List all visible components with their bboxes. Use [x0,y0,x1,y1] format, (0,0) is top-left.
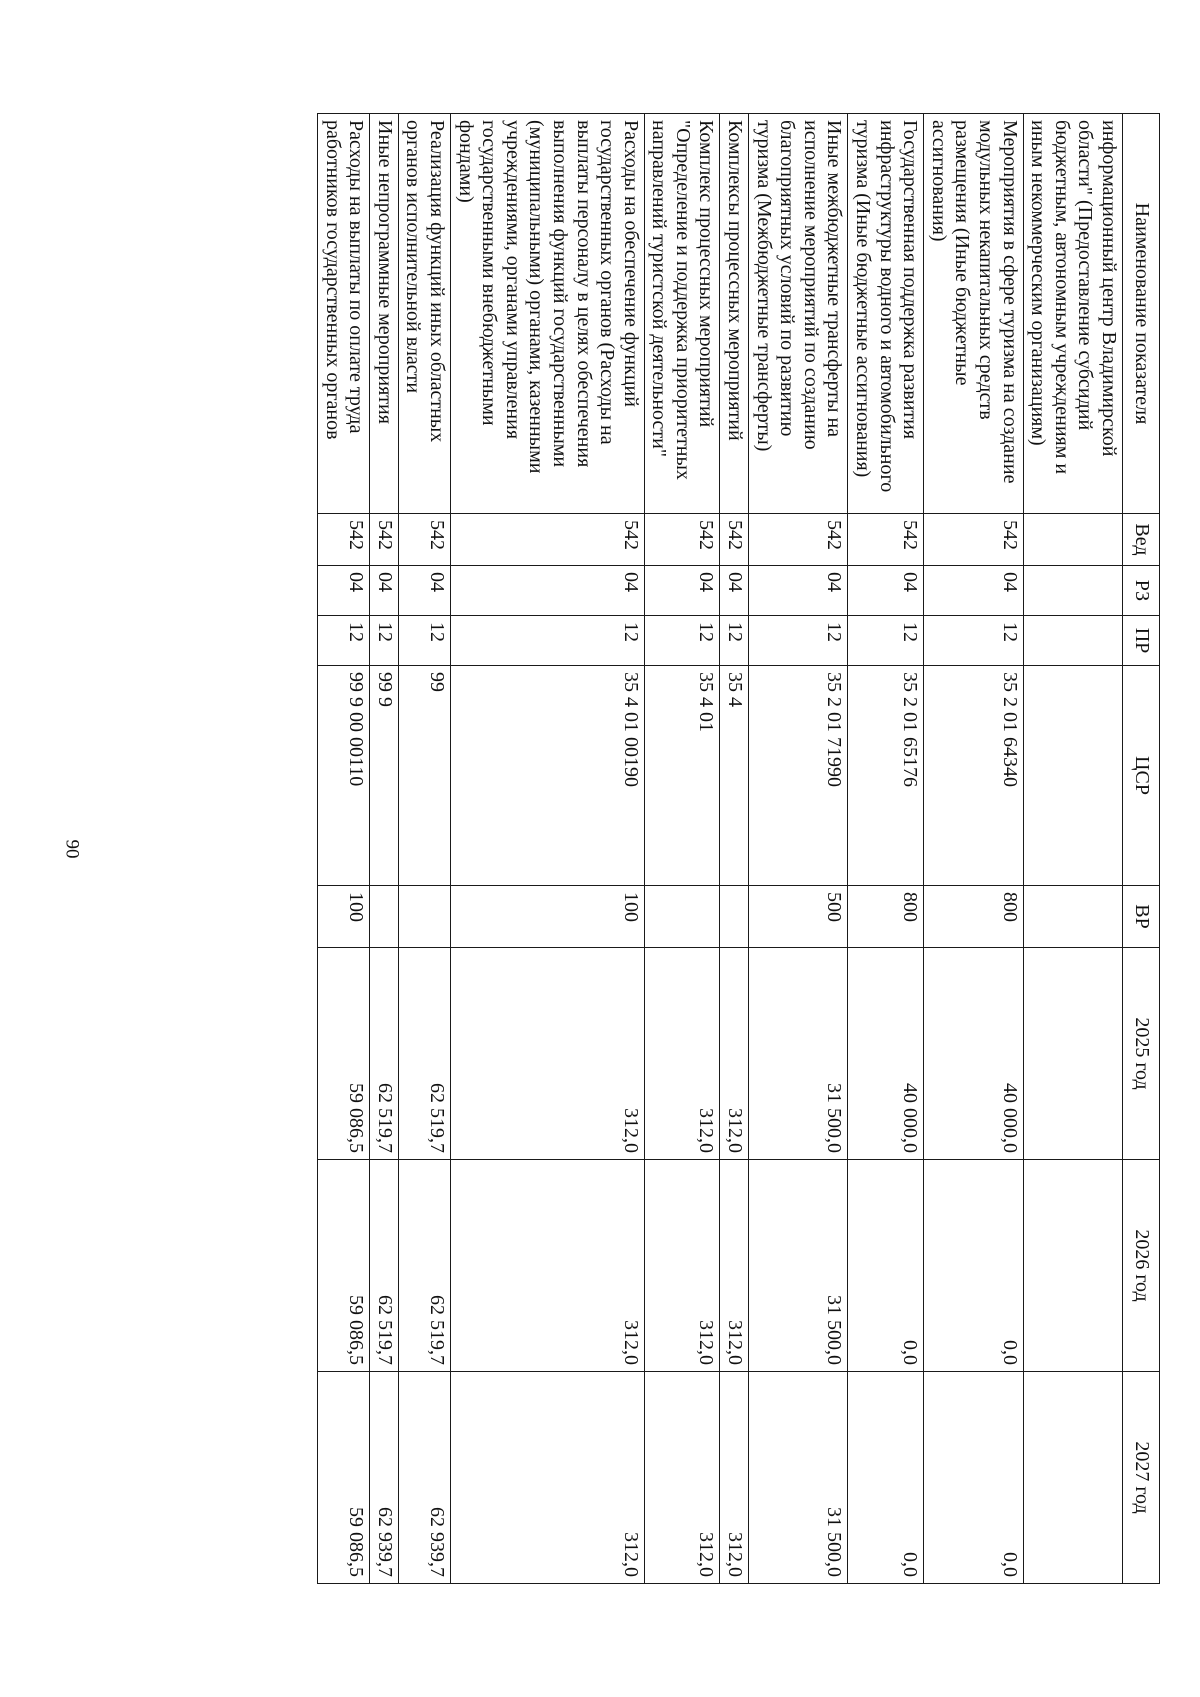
cell-rz: 04 [398,566,450,616]
table-row [1023,114,1122,1584]
cell-name: Расходы на обеспечение функций государственных органов (Расходы на выплаты персоналу в целях обеспечения выполнения функций государственными (муниципальными) органами, казенными учреждениями, органами управления государственными внебюджетными фондами) [450,114,644,514]
cell-2025: 62 519,7 [370,948,399,1160]
cell-2025: 62 519,7 [398,948,450,1160]
cell-name: Мероприятия в сфере туризма на создание модульных некапитальных средств размещения (Иные бюджетные ассигнования) [924,114,1023,514]
cell-name: Реализация функций иных областных органов исполнительной власти [398,114,450,514]
table-row [370,114,399,1584]
cell-pr: 12 [450,616,644,666]
cell-csr: 35 2 01 65176 [848,666,924,886]
cell-ved: 542 [848,514,924,566]
table-row [848,114,924,1584]
table-row [924,114,1023,1584]
cell-vr [1023,886,1122,948]
header-2026: 2026 год [1123,1160,1160,1372]
cell-2026: 312,0 [450,1160,644,1372]
cell-2027: 62 939,7 [398,1372,450,1584]
cell-vr: 500 [749,886,848,948]
cell-2026: 312,0 [644,1160,720,1372]
cell-name: Расходы на выплаты по оплате труда работников государственных органов [318,114,370,514]
table-row [398,114,450,1584]
cell-csr: 35 4 [720,666,749,886]
cell-2025: 40 000,0 [848,948,924,1160]
cell-csr: 35 2 01 64340 [924,666,1023,886]
cell-rz: 04 [450,566,644,616]
cell-csr: 35 2 01 71990 [749,666,848,886]
table-row [318,114,370,1584]
cell-2025: 312,0 [644,948,720,1160]
cell-2027: 0,0 [848,1372,924,1584]
cell-name: Государственная поддержка развития инфраструктуры водного и автомобильного туризма (Иные бюджетные ассигнования) [848,114,924,514]
cell-rz: 04 [370,566,399,616]
table-row [450,114,644,1584]
cell-2026: 0,0 [924,1160,1023,1372]
cell-2026: 62 519,7 [398,1160,450,1372]
cell-ved: 542 [398,514,450,566]
cell-csr: 35 4 01 [644,666,720,886]
page-number: 90 [61,839,83,859]
cell-rz: 04 [848,566,924,616]
cell-csr: 99 9 [370,666,399,886]
cell-pr: 12 [370,616,399,666]
cell-rz [1023,566,1122,616]
cell-pr [1023,616,1122,666]
cell-2027: 62 939,7 [370,1372,399,1584]
cell-vr: 100 [318,886,370,948]
cell-csr: 35 4 01 00190 [450,666,644,886]
cell-ved: 542 [749,514,848,566]
cell-2027: 312,0 [720,1372,749,1584]
header-pr: ПР [1123,616,1160,666]
cell-name: Комплексы процессных мероприятий [720,114,749,514]
header-ved: Вед [1123,514,1160,566]
cell-pr: 12 [398,616,450,666]
cell-pr: 12 [720,616,749,666]
cell-csr: 99 [398,666,450,886]
cell-vr: 800 [924,886,1023,948]
cell-pr: 12 [318,616,370,666]
header-rz: РЗ [1123,566,1160,616]
header-2025: 2025 год [1123,948,1160,1160]
cell-name: информационный центр Владимирской области" (Предоставление субсидий бюджетным, автономным учреждениям и иным некоммерческим организациям) [1023,114,1122,514]
cell-rz: 04 [720,566,749,616]
cell-2027: 0,0 [924,1372,1023,1584]
cell-2027 [1023,1372,1122,1584]
cell-rz: 04 [644,566,720,616]
cell-rz: 04 [924,566,1023,616]
cell-vr: 100 [450,886,644,948]
cell-vr [720,886,749,948]
cell-2025 [1023,948,1122,1160]
cell-2027: 312,0 [644,1372,720,1584]
cell-ved: 542 [644,514,720,566]
cell-ved [1023,514,1122,566]
header-vr: ВР [1123,886,1160,948]
cell-2027: 31 500,0 [749,1372,848,1584]
cell-vr [644,886,720,948]
cell-ved: 542 [450,514,644,566]
header-2027: 2027 год [1123,1372,1160,1584]
cell-vr [398,886,450,948]
cell-2025: 40 000,0 [924,948,1023,1160]
cell-2026: 312,0 [720,1160,749,1372]
cell-2025: 31 500,0 [749,948,848,1160]
budget-table-frame [120,113,1160,1583]
cell-csr [1023,666,1122,886]
cell-ved: 542 [318,514,370,566]
cell-rz: 04 [318,566,370,616]
cell-name: Иные непрограммные мероприятия [370,114,399,514]
table-row [720,114,749,1584]
cell-2027: 312,0 [450,1372,644,1584]
cell-pr: 12 [848,616,924,666]
cell-2025: 312,0 [450,948,644,1160]
cell-ved: 542 [924,514,1023,566]
table-row [644,114,720,1584]
cell-vr: 800 [848,886,924,948]
cell-2026: 0,0 [848,1160,924,1372]
cell-2026: 62 519,7 [370,1160,399,1372]
cell-2025: 59 086,5 [318,948,370,1160]
cell-2026 [1023,1160,1122,1372]
table-row [749,114,848,1584]
cell-csr: 99 9 00 00110 [318,666,370,886]
cell-ved: 542 [720,514,749,566]
cell-2025: 312,0 [720,948,749,1160]
cell-2026: 31 500,0 [749,1160,848,1372]
header-row [1123,114,1160,1584]
header-csr: ЦСР [1123,666,1160,886]
cell-name: Комплекс процессных мероприятий "Определение и поддержка приоритетных направлений туристской деятельности" [644,114,720,514]
cell-name: Иные межбюджетные трансферты на исполнение мероприятий по созданию благоприятных условий по развитию туризма (Межбюджетные трансферты) [749,114,848,514]
header-name: Наименование показателя [1123,114,1160,514]
cell-vr [370,886,399,948]
budget-table [317,113,1160,1584]
cell-2026: 59 086,5 [318,1160,370,1372]
cell-pr: 12 [924,616,1023,666]
cell-ved: 542 [370,514,399,566]
cell-pr: 12 [644,616,720,666]
cell-2027: 59 086,5 [318,1372,370,1584]
cell-pr: 12 [749,616,848,666]
cell-rz: 04 [749,566,848,616]
